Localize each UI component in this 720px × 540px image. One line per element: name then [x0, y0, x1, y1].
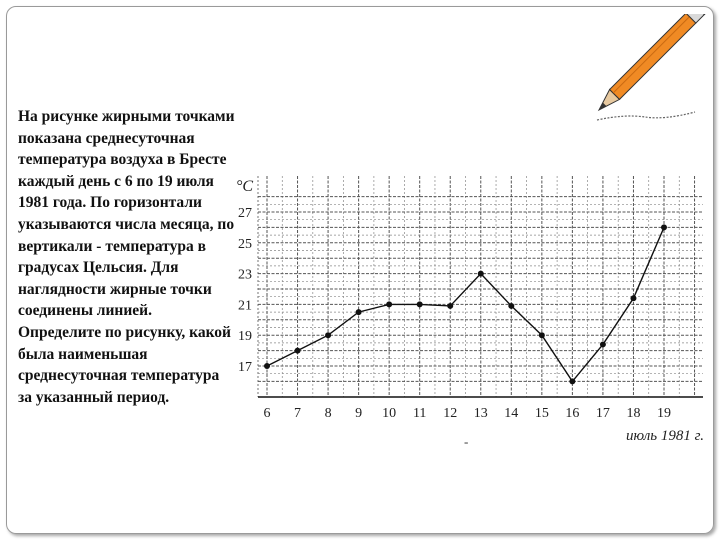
x-tick-label: 8 — [324, 406, 332, 421]
data-point — [295, 348, 301, 354]
x-tick-label: 17 — [595, 406, 610, 421]
y-tick-label: 21 — [238, 298, 252, 314]
y-tick-label: 19 — [238, 329, 252, 345]
data-point — [508, 303, 514, 309]
x-tick-label: 6 — [263, 406, 271, 421]
x-tick-label: 10 — [382, 406, 397, 421]
y-tick-label: 17 — [238, 360, 252, 375]
x-tick-label: 16 — [565, 406, 580, 421]
x-tick-label: 7 — [294, 406, 302, 421]
dash-mark: - — [464, 434, 469, 449]
x-tick-label: 13 — [473, 406, 488, 421]
data-point — [539, 332, 545, 338]
y-tick-label: 25 — [238, 236, 252, 252]
data-point — [569, 378, 575, 384]
data-point — [661, 224, 667, 230]
x-tick-label: 12 — [443, 406, 458, 421]
y-axis-unit: °C — [236, 178, 254, 195]
data-point — [386, 301, 392, 307]
y-tick-label: 27 — [238, 206, 252, 221]
problem-text: На рисунке жирными точками показана среднесуточная температура воздуха в Бресте каждый день с 6 по 19 июля 1981 года. По горизонтали указываются числа месяца, по вертикали - температура в градусах Цельсия. Для наглядности жирные точки соединены линией. Определите по рисунку, какой была наименьшая среднесуточная температура за указанный период. — [18, 108, 235, 406]
data-point — [417, 301, 423, 307]
x-tick-label: 14 — [504, 406, 519, 421]
x-tick-label: 9 — [355, 406, 363, 421]
data-point — [478, 271, 484, 277]
data-point — [356, 309, 362, 315]
x-tick-label: 11 — [412, 406, 427, 421]
data-point — [447, 303, 453, 309]
y-tick-label: 23 — [238, 267, 252, 283]
x-axis-caption: июль 1981 г. — [626, 428, 704, 444]
data-point — [630, 295, 636, 301]
data-point — [264, 363, 270, 369]
data-point — [325, 332, 331, 338]
x-tick-label: 18 — [626, 406, 641, 421]
data-point — [600, 341, 606, 347]
x-tick-label: 19 — [657, 406, 671, 421]
x-tick-label: 15 — [534, 406, 549, 421]
